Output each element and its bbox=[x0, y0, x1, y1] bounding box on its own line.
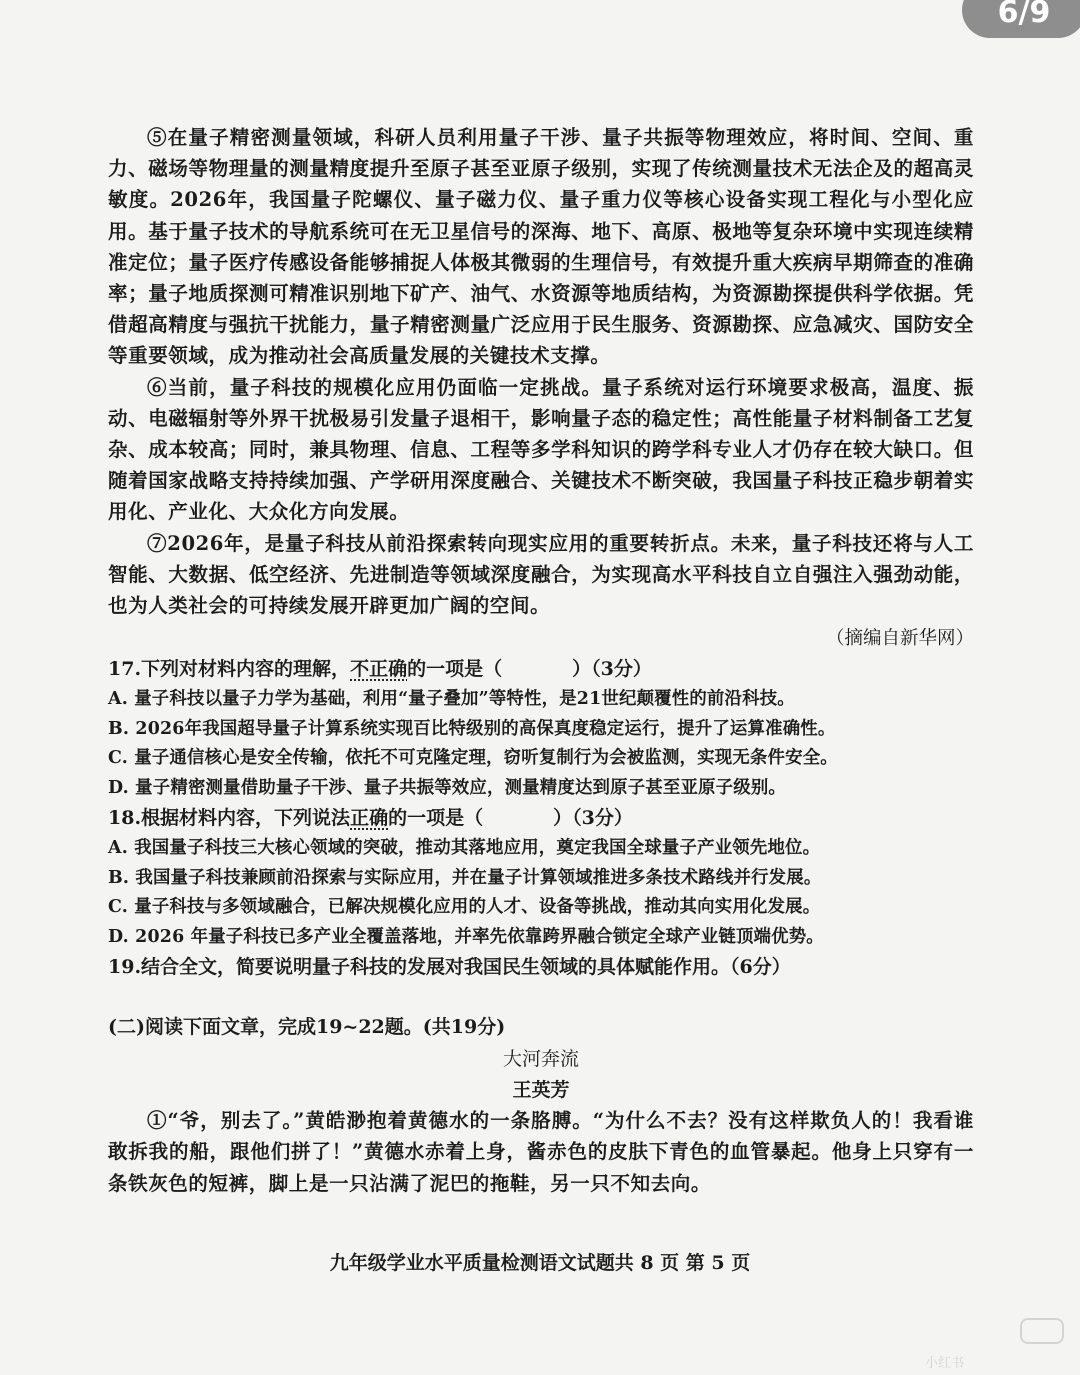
page-footer: 九年级学业水平质量检测语文试题共 8 页 第 5 页 bbox=[329, 1252, 751, 1274]
page-counter-badge: 6/9 bbox=[962, 0, 1080, 38]
q18-points: ）（3分） bbox=[553, 807, 633, 830]
q18-option-c: C. 量子科技与多领域融合，已解决规模化应用的人才、设备等挑战，推动其向实用化发展。 bbox=[108, 897, 821, 918]
question-18 bbox=[108, 803, 974, 834]
story-title: 大河奔流 bbox=[502, 1048, 579, 1071]
q17-option-a: A. 量子科技以量子力学为基础，利用“量子叠加”等特性，是21世纪颠覆性的前沿科技。 bbox=[108, 689, 795, 710]
q17-points: ）（3分） bbox=[572, 658, 652, 681]
q17-option-c: C. 量子通信核心是安全传输，依托不可克隆定理，窃听复制行为会被监测，实现无条件安全。 bbox=[108, 748, 838, 769]
q17-suffix: 的一项是（ bbox=[407, 658, 503, 681]
q18-option-b: B. 我国量子科技兼顾前沿探索与实际应用，并在量子计算领域推进多条技术路线并行发展。 bbox=[108, 867, 822, 888]
paragraph-5: ⑤在量子精密测量领域，科研人员利用量子干涉、量子共振等物理效应，将时间、空间、重力、磁场等物理量的测量精度提升至原子甚至亚原子级别，实现了传统测量技术无法企及的超高灵敏度。2026年，我国量子陀螺仪、量子磁力仪、量子重力仪等核心设备实现工程化与小型化应用。基于量子技术的导航系统可在无卫星信号的深海、地下、高原、极地等复杂环境中实现连续精准定位；量子医疗传感设备能够捕捉人体极其微弱的生理信号，有效提升重大疾病早期筛查的准确率；量子地质探测可精准识别地下矿产、油气、水资源等地质结构，为资源勘探提供科学依据。凭借超高精度与强抗干扰能力，量子精密测量广泛应用于民生服务、资源勘探、应急减灾、国防安全等重要领域，成为推动社会高质量发展的关键技术支撑。 bbox=[108, 126, 974, 368]
question-17 bbox=[108, 654, 974, 685]
watermark bbox=[925, 1318, 1064, 1371]
q17-prefix: 17.下列对材料内容的理解， bbox=[108, 658, 351, 681]
watermark-logo-icon bbox=[1020, 1318, 1064, 1344]
q18-emphasis: 正确 bbox=[350, 807, 389, 830]
source-citation: （摘编自新华网） bbox=[825, 628, 974, 650]
q18-option-d: D. 2026 年量子科技已多产业全覆盖落地，并率先依靠跨界融合锁定全球产业链顶端优势。 bbox=[108, 926, 824, 947]
q17-option-b: B. 2026年我国超导量子计算系统实现百比特级别的高保真度稳定运行，提升了运算准确性。 bbox=[108, 718, 836, 739]
paragraph-6: ⑥当前，量子科技的规模化应用仍面临一定挑战。量子系统对运行环境要求极高，温度、振动、电磁辐射等外界干扰极易引发量子退相干，影响量子态的稳定性；高性能量子材料制备工艺复杂、成本较高；同时，兼具物理、信息、工程等多学科知识的跨学科专业人才仍存在较大缺口。但随着国家战略支持持续加强、产学研用深度融合、关键技术不断突破，我国量子科技正稳步朝着实用化、产业化、大众化方向发展。 bbox=[108, 375, 974, 524]
q18-suffix: 的一项是（ bbox=[388, 807, 484, 830]
paragraph-7: ⑦2026年，是量子科技从前沿探索转向现实应用的重要转折点。未来，量子科技还将与人工智能、大数据、低空经济、先进制造等领域深度融合，为实现高水平科技自立自强注入强劲动能，也为人类社会的可持续发展开辟更加广阔的空间。 bbox=[108, 531, 974, 618]
q18-prefix: 18.根据材料内容，下列说法 bbox=[108, 807, 351, 830]
story-paragraph-1: ①“爷，别去了。”黄皓渺抱着黄德水的一条胳膊。“为什么不去？没有这样欺负人的！我看谁敢拆我的船，跟他们拼了！”黄德水赤着上身，酱赤色的皮肤下青色的血管暴起。他身上只穿有一条铁灰色的短裤，脚上是一只沾满了泥巴的拖鞋，另一只不知去向。 bbox=[108, 1109, 974, 1195]
q17-option-d: D. 量子精密测量借助量子干涉、量子共振等效应，测量精度达到原子甚至亚原子级别。 bbox=[108, 777, 787, 798]
q17-emphasis: 不正确 bbox=[350, 658, 408, 681]
exam-page-content bbox=[108, 122, 974, 1199]
story-author: 王英芳 bbox=[512, 1079, 570, 1102]
section-2-heading: (二)阅读下面文章，完成19~22题。(共19分) bbox=[108, 1016, 506, 1039]
question-19: 19.结合全文，简要说明量子科技的发展对我国民生领域的具体赋能作用。（6分） bbox=[108, 956, 791, 979]
q18-option-a: A. 我国量子科技三大核心领域的突破，推动其落地应用，奠定我国全球量子产业领先地位。 bbox=[108, 838, 821, 859]
watermark-text: 小红书 bbox=[925, 1356, 965, 1371]
